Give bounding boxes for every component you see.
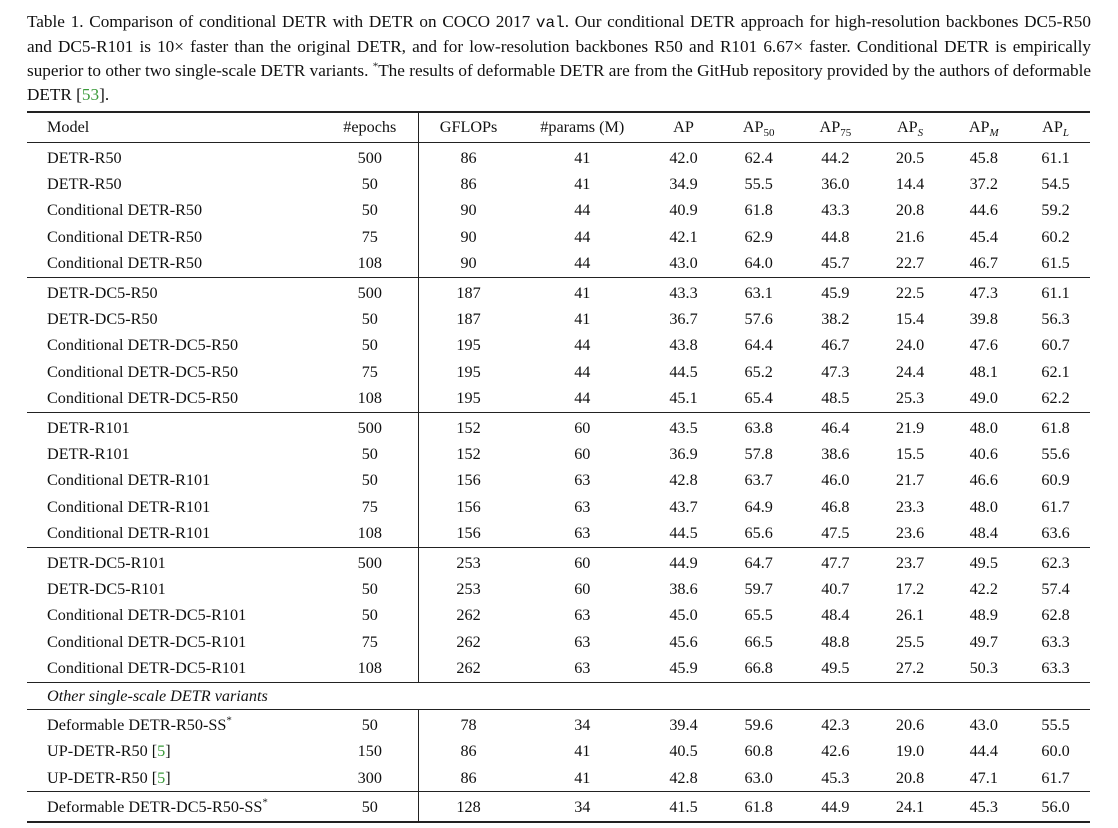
- table-row: [27, 629, 1090, 655]
- cell-apl: 61.7: [1021, 765, 1090, 792]
- cell-epochs: 50: [321, 603, 418, 629]
- cell-params: 34: [574, 798, 591, 817]
- cell-apl: 59.2: [1041, 201, 1070, 220]
- cell-apl: 62.2: [1021, 386, 1090, 413]
- cell-ap50: 61.8: [744, 201, 773, 220]
- cell-model: Conditional DETR-DC5-R50: [27, 386, 321, 413]
- cell-ap: 42.0: [669, 148, 698, 167]
- table-row: [27, 143, 1090, 172]
- cell-epochs: 50: [321, 441, 418, 467]
- caption-star: *: [372, 60, 379, 73]
- cell-gflops: 187: [456, 310, 481, 329]
- cell-apm: 39.8: [969, 310, 998, 329]
- header-model: Model: [27, 112, 321, 143]
- cell-aps: 27.2: [874, 655, 947, 682]
- cell-params: 60: [574, 418, 591, 437]
- cell-ap75: 46.8: [821, 497, 850, 516]
- cell-ap: 45.1: [647, 386, 721, 413]
- cell-ap75: 48.5: [797, 386, 874, 413]
- cell-gflops: 78: [460, 715, 477, 734]
- cell-ap50: 62.4: [744, 148, 773, 167]
- header-ap50: $AP_{50}$: [720, 112, 797, 143]
- cell-epochs: 500: [321, 412, 418, 441]
- cell-model: Conditional DETR-DC5-R101: [47, 606, 247, 625]
- cell-apl: 62.1: [1041, 362, 1070, 381]
- cell-epochs: 50: [321, 333, 418, 359]
- table-caption: [27, 10, 1091, 107]
- cell-apm: 40.6: [969, 444, 998, 463]
- cell-params: 44: [574, 201, 591, 220]
- cell-epochs: 500: [321, 143, 418, 172]
- cell-apl: 61.8: [1041, 418, 1070, 437]
- citation-link[interactable]: 5: [157, 768, 166, 787]
- caption-val-code: val: [535, 14, 565, 32]
- cell-model: DETR-DC5-R50: [47, 283, 158, 302]
- cell-aps: 21.9: [895, 418, 925, 437]
- cell-aps: 23.6: [874, 520, 947, 547]
- caption-text: The results of deformable DETR are from the GitHub repository provided by the authors of deformable DETR [: [27, 61, 1092, 104]
- cell-apm: 45.3: [969, 798, 998, 817]
- cell-gflops: 195: [456, 336, 481, 355]
- cell-params: 44: [574, 227, 591, 246]
- cell-gflops: 195: [456, 362, 481, 381]
- cell-ap50: 63.1: [744, 283, 773, 302]
- cell-ap50: 65.5: [744, 606, 773, 625]
- cell-ap75: 45.7: [797, 251, 874, 278]
- table-row: [27, 603, 1090, 629]
- cell-apm: 47.1: [946, 765, 1021, 792]
- cell-ap75: 38.2: [821, 310, 850, 329]
- cell-params: 44: [518, 386, 647, 413]
- cell-ap: 40.9: [669, 201, 698, 220]
- cell-ap: 40.5: [669, 742, 698, 761]
- cell-gflops: 156: [456, 497, 481, 516]
- cell-aps: 22.7: [874, 251, 947, 278]
- table-row: [27, 224, 1090, 250]
- cell-aps: 20.6: [895, 715, 925, 734]
- cell-ap50: 57.8: [744, 444, 773, 463]
- cell-aps: 20.8: [895, 201, 925, 220]
- cell-params: 41: [574, 742, 591, 761]
- cell-apl: 56.0: [1041, 798, 1070, 817]
- cell-ap: 39.4: [669, 715, 698, 734]
- cell-apl: 57.4: [1041, 579, 1070, 598]
- cell-epochs: 108: [321, 251, 418, 278]
- cell-aps: 24.4: [895, 362, 925, 381]
- table-row: [27, 468, 1090, 494]
- cell-ap50: 59.6: [744, 715, 773, 734]
- cell-apm: 49.7: [969, 632, 998, 651]
- cell-params: 41: [574, 310, 591, 329]
- cell-aps: 19.0: [895, 742, 925, 761]
- cell-model: Conditional DETR-DC5-R50: [47, 336, 239, 355]
- cell-ap: 43.0: [647, 251, 721, 278]
- cell-model: DETR-DC5-R50: [47, 310, 158, 329]
- cell-ap: 45.0: [669, 606, 698, 625]
- cell-gflops: 86: [460, 175, 477, 194]
- cell-ap: 44.5: [669, 362, 698, 381]
- cell-model: DETR-DC5-R101: [47, 553, 166, 572]
- table-row: [27, 171, 1090, 197]
- cell-params: 63: [518, 655, 647, 682]
- cell-ap75: 43.3: [821, 201, 850, 220]
- cell-epochs: 75: [321, 224, 418, 250]
- header-gflops: GFLOPs: [419, 112, 518, 143]
- cell-epochs: 50: [321, 198, 418, 224]
- cell-apm: 49.0: [946, 386, 1021, 413]
- caption-text: Table 1. Comparison of conditional DETR with DETR on COCO 2017: [27, 12, 536, 31]
- cell-ap50: 63.8: [744, 418, 773, 437]
- cell-aps: 25.5: [895, 632, 925, 651]
- cell-ap75: 49.5: [797, 655, 874, 682]
- cell-apm: 46.6: [969, 471, 998, 490]
- cell-apl: 63.3: [1041, 632, 1070, 651]
- cell-ap: 45.9: [647, 655, 721, 682]
- cell-aps: 15.5: [895, 444, 925, 463]
- cell-params: 60: [574, 579, 591, 598]
- table-row: [27, 547, 1090, 576]
- cell-model: Conditional DETR-DC5-R50: [47, 362, 239, 381]
- cell-apl: 55.5: [1041, 715, 1070, 734]
- table-row: [27, 306, 1090, 332]
- cell-aps: 25.3: [874, 386, 947, 413]
- caption-text: . Our conditional DETR approach for high-resolution backbones DC5-R50 and DC5-R101 is 10× faster than the original DETR, and for low-resolution backbones R50 and R101 6.67× faster. Conditional DETR is empirically superior to other two single-scale DETR variants.: [27, 12, 1091, 80]
- subheading-label: Other single-scale DETR variants: [27, 682, 1090, 709]
- cell-model: Deformable DETR-R50-SS*: [47, 714, 232, 734]
- cell-ap: 43.8: [669, 336, 698, 355]
- cell-aps: 26.1: [895, 606, 925, 625]
- cell-gflops: 262: [456, 632, 481, 651]
- header-aps: $AP_S$: [874, 112, 947, 143]
- table-row: [27, 655, 1090, 682]
- cell-gflops: 86: [460, 148, 477, 167]
- cell-ap50: 66.8: [720, 655, 797, 682]
- cell-gflops: 90: [460, 227, 477, 246]
- cell-ap: 36.7: [669, 310, 698, 329]
- cell-aps: 21.6: [895, 227, 925, 246]
- citation-link[interactable]: 53: [81, 85, 100, 104]
- cell-epochs: 50: [321, 468, 418, 494]
- cell-model: Conditional DETR-R101: [47, 497, 211, 516]
- cell-ap75: 46.4: [821, 418, 850, 437]
- cell-gflops: 90: [419, 251, 518, 278]
- cell-apl: 62.3: [1041, 553, 1070, 572]
- cell-apm: 47.3: [969, 283, 998, 302]
- table-row: [27, 576, 1090, 602]
- cell-gflops: 253: [456, 579, 481, 598]
- cell-apm: 46.7: [946, 251, 1021, 278]
- cell-ap50: 65.6: [720, 520, 797, 547]
- cell-ap50: 59.7: [744, 579, 773, 598]
- cell-epochs: 75: [321, 629, 418, 655]
- cell-apl: 61.1: [1041, 283, 1070, 302]
- cell-apm: 44.4: [969, 742, 998, 761]
- cell-ap: 43.3: [669, 283, 698, 302]
- cell-ap75: 48.8: [821, 632, 850, 651]
- cell-model: Conditional DETR-DC5-R101: [47, 632, 247, 651]
- cell-aps: 22.5: [895, 283, 925, 302]
- header-ap: AP: [647, 112, 721, 143]
- cell-model: DETR-R101: [47, 418, 130, 437]
- cell-params: 60: [574, 444, 591, 463]
- cell-model: DETR-DC5-R101: [47, 579, 166, 598]
- header-apm: $AP_M$: [946, 112, 1021, 143]
- header-epochs: #epochs: [321, 112, 418, 143]
- results-table: [27, 111, 1090, 823]
- cell-gflops: 128: [456, 798, 481, 817]
- cell-ap75: 42.6: [821, 742, 850, 761]
- cell-apl: 61.1: [1041, 148, 1070, 167]
- cell-apl: 60.0: [1041, 742, 1070, 761]
- cell-apl: 60.2: [1041, 227, 1070, 246]
- cell-ap75: 44.2: [821, 148, 850, 167]
- cell-epochs: 108: [321, 386, 418, 413]
- cell-epochs: 108: [321, 655, 418, 682]
- cell-ap75: 45.9: [821, 283, 850, 302]
- cell-gflops: 262: [419, 655, 518, 682]
- table-row: [27, 386, 1090, 413]
- cell-apl: 60.7: [1041, 336, 1070, 355]
- cell-apl: 54.5: [1041, 175, 1070, 194]
- cell-params: 41: [518, 765, 647, 792]
- table-row: [27, 359, 1090, 385]
- cell-epochs: 50: [321, 792, 418, 822]
- cell-params: 63: [574, 606, 591, 625]
- cell-aps: 20.8: [874, 765, 947, 792]
- cell-ap: 43.7: [669, 497, 698, 516]
- cell-params: 63: [574, 497, 591, 516]
- cell-epochs: 75: [321, 494, 418, 520]
- table-row: [27, 710, 1090, 739]
- cell-model: Deformable DETR-DC5-R50-SS*: [47, 796, 268, 817]
- cell-epochs: 300: [321, 765, 418, 792]
- cell-apl: 63.3: [1021, 655, 1090, 682]
- cell-params: 60: [574, 553, 591, 572]
- cell-gflops: 152: [456, 418, 481, 437]
- table-body: [27, 143, 1090, 822]
- cell-apl: 63.6: [1021, 520, 1090, 547]
- cell-ap50: 64.9: [744, 497, 773, 516]
- cell-ap: 42.1: [669, 227, 698, 246]
- cell-aps: 14.4: [895, 175, 925, 194]
- cell-params: 34: [574, 715, 591, 734]
- cell-ap75: 36.0: [821, 175, 850, 194]
- table-row: [27, 520, 1090, 547]
- cell-aps: 23.7: [895, 553, 925, 572]
- cell-ap50: 63.0: [720, 765, 797, 792]
- footnote-star: *: [262, 796, 268, 809]
- cell-ap75: 47.5: [797, 520, 874, 547]
- table-row: [27, 333, 1090, 359]
- cell-ap50: 57.6: [744, 310, 773, 329]
- table-row: [27, 441, 1090, 467]
- cell-apm: 49.5: [969, 553, 998, 572]
- cell-ap75: 40.7: [821, 579, 850, 598]
- cell-apm: 48.0: [969, 497, 998, 516]
- cell-gflops: 156: [456, 471, 481, 490]
- cell-ap75: 45.3: [797, 765, 874, 792]
- cell-apm: 44.6: [969, 201, 998, 220]
- cell-aps: 21.7: [895, 471, 925, 490]
- cell-params: 41: [574, 148, 591, 167]
- cell-epochs: 150: [321, 739, 418, 765]
- cell-model: DETR-R50: [47, 175, 122, 194]
- cell-model: Conditional DETR-R50: [47, 201, 203, 220]
- cell-ap: 41.5: [669, 798, 698, 817]
- cell-ap75: 38.6: [821, 444, 850, 463]
- header-params: #params (M): [518, 112, 647, 143]
- cell-ap: 42.8: [647, 765, 721, 792]
- cell-gflops: 152: [456, 444, 481, 463]
- cell-apm: 42.2: [969, 579, 998, 598]
- cell-params: 63: [518, 520, 647, 547]
- header-row: [27, 112, 1090, 143]
- cell-ap75: 46.0: [821, 471, 850, 490]
- cell-ap50: 62.9: [744, 227, 773, 246]
- cell-params: 63: [574, 471, 591, 490]
- cell-ap50: 61.8: [744, 798, 773, 817]
- cell-apm: 50.3: [946, 655, 1021, 682]
- cell-ap75: 46.7: [821, 336, 850, 355]
- cell-gflops: 195: [419, 386, 518, 413]
- cell-params: 44: [518, 251, 647, 278]
- cell-ap75: 42.3: [821, 715, 850, 734]
- cell-params: 63: [574, 632, 591, 651]
- cell-epochs: 50: [321, 171, 418, 197]
- cell-apm: 48.9: [969, 606, 998, 625]
- cell-ap50: 64.0: [720, 251, 797, 278]
- cell-apm: 48.1: [969, 362, 998, 381]
- cell-gflops: 86: [460, 742, 477, 761]
- table-row: [27, 765, 1090, 792]
- cell-gflops: 156: [419, 520, 518, 547]
- cell-epochs: 75: [321, 359, 418, 385]
- cell-apl: 56.3: [1041, 310, 1070, 329]
- cell-ap75: 44.9: [821, 798, 850, 817]
- table-row: [27, 198, 1090, 224]
- cell-apl: 61.5: [1021, 251, 1090, 278]
- cell-aps: 20.5: [895, 148, 925, 167]
- cell-ap: 42.8: [669, 471, 698, 490]
- cell-apl: 61.7: [1041, 497, 1070, 516]
- cell-apl: 55.6: [1041, 444, 1070, 463]
- cell-gflops: 253: [456, 553, 481, 572]
- cell-model: Conditional DETR-DC5-R101: [27, 655, 321, 682]
- cell-epochs: 50: [321, 306, 418, 332]
- cell-ap50: 65.4: [720, 386, 797, 413]
- cell-ap75: 47.7: [821, 553, 850, 572]
- table-row: [27, 277, 1090, 306]
- citation-link[interactable]: 5: [157, 742, 166, 761]
- cell-apl: 62.8: [1041, 606, 1070, 625]
- cell-ap50: 60.8: [744, 742, 773, 761]
- cell-ap: 44.5: [647, 520, 721, 547]
- caption-text: ].: [99, 85, 110, 104]
- cell-epochs: 50: [321, 576, 418, 602]
- cell-aps: 24.0: [895, 336, 925, 355]
- table-row: [27, 792, 1090, 822]
- cell-model: Conditional DETR-R50: [47, 227, 203, 246]
- table-subheading-row: [27, 682, 1090, 709]
- cell-apm: 43.0: [969, 715, 998, 734]
- cell-gflops: 90: [460, 201, 477, 220]
- cell-ap50: 64.4: [744, 336, 773, 355]
- cell-model: Conditional DETR-R101: [47, 471, 211, 490]
- table-row: [27, 251, 1090, 278]
- footnote-star: *: [226, 714, 232, 727]
- cell-epochs: 108: [321, 520, 418, 547]
- cell-ap50: 65.2: [744, 362, 773, 381]
- cell-gflops: 187: [456, 283, 481, 302]
- cell-ap: 44.9: [669, 553, 698, 572]
- cell-epochs: 50: [321, 710, 418, 739]
- cell-ap: 36.9: [669, 444, 698, 463]
- header-apl: $AP_L$: [1021, 112, 1090, 143]
- table-row: [27, 412, 1090, 441]
- cell-ap: 43.5: [669, 418, 698, 437]
- cell-model: DETR-R50: [47, 148, 122, 167]
- cell-apm: 48.0: [969, 418, 998, 437]
- cell-ap75: 48.4: [821, 606, 850, 625]
- cell-ap50: 66.5: [744, 632, 773, 651]
- cell-apm: 48.4: [946, 520, 1021, 547]
- cell-model: Conditional DETR-R50: [27, 251, 321, 278]
- header-ap75: $AP_{75}$: [797, 112, 874, 143]
- cell-ap: 45.6: [669, 632, 698, 651]
- cell-params: 41: [574, 175, 591, 194]
- cell-apm: 37.2: [969, 175, 998, 194]
- cell-aps: 15.4: [895, 310, 925, 329]
- cell-apm: 45.8: [969, 148, 998, 167]
- cell-params: 44: [574, 336, 591, 355]
- cell-epochs: 500: [321, 277, 418, 306]
- cell-apm: 45.4: [969, 227, 998, 246]
- cell-model: UP-DETR-R50 [5]: [27, 765, 321, 792]
- cell-ap75: 44.8: [821, 227, 850, 246]
- cell-gflops: 86: [419, 765, 518, 792]
- cell-ap: 34.9: [669, 175, 698, 194]
- table-row: [27, 494, 1090, 520]
- cell-ap50: 55.5: [744, 175, 773, 194]
- cell-aps: 23.3: [895, 497, 925, 516]
- cell-gflops: 262: [456, 606, 481, 625]
- cell-model: DETR-R101: [47, 444, 130, 463]
- cell-aps: 24.1: [895, 798, 925, 817]
- cell-params: 41: [574, 283, 591, 302]
- cell-ap50: 64.7: [744, 553, 773, 572]
- cell-ap75: 47.3: [821, 362, 850, 381]
- cell-ap50: 63.7: [744, 471, 773, 490]
- cell-params: 44: [574, 362, 591, 381]
- table-row: [27, 739, 1090, 765]
- cell-epochs: 500: [321, 547, 418, 576]
- cell-aps: 17.2: [895, 579, 925, 598]
- cell-apm: 47.6: [969, 336, 998, 355]
- cell-model: UP-DETR-R50 [5]: [47, 742, 171, 761]
- cell-ap: 38.6: [669, 579, 698, 598]
- cell-apl: 60.9: [1041, 471, 1070, 490]
- cell-model: Conditional DETR-R101: [27, 520, 321, 547]
